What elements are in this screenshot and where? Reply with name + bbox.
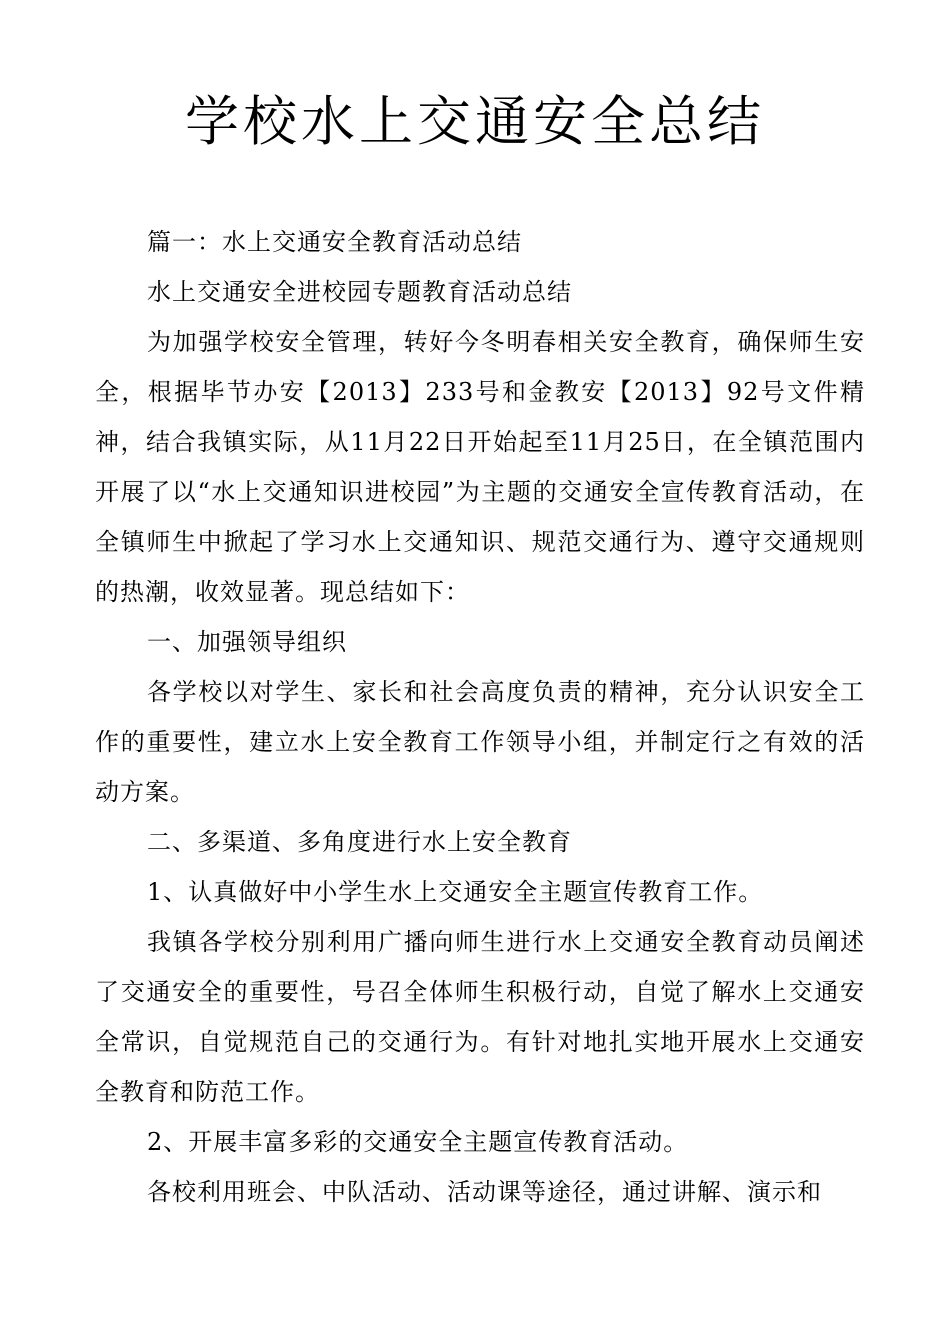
section-heading: 篇一：水上交通安全教育活动总结 — [147, 228, 522, 256]
document-title: 学校水上交通安全总结 — [185, 90, 765, 153]
paragraph: 为加强学校安全管理，转好今冬明春相关安全教育，确保师生安全，根据毕节办安【2013】233号和金教安【2013】92号文件精神，结合我镇实际，从11月22日开始起至11月25日，在全镇范围内开展了以“水上交通知识进校园”为主题的交通安全宣传教育活动，在全镇师生中掀起了学习水上交通知识、规范交通行为、遵守交通规则的热潮，收效显著。现总结如下： — [95, 328, 865, 606]
subtitle: 水上交通安全进校园专题教育活动总结 — [147, 278, 572, 306]
paragraph: 我镇各学校分别利用广播向师生进行水上交通安全教育动员阐述了交通安全的重要性，号召全体师生积极行动，自觉了解水上交通安全常识，自觉规范自己的交通行为。有针对地扎实地开展水上交通安全教育和防范工作。 — [95, 928, 865, 1106]
list-item: 2、开展丰富多彩的交通安全主题宣传教育活动。 — [147, 1128, 689, 1156]
paragraph: 各校利用班会、中队活动、活动课等途径，通过讲解、演示和 — [147, 1178, 822, 1206]
heading-leadership: 一、加强领导组织 — [147, 628, 347, 656]
heading-education: 二、多渠道、多角度进行水上安全教育 — [147, 828, 572, 856]
list-item: 1、认真做好中小学生水上交通安全主题宣传教育工作。 — [147, 878, 764, 906]
document-body — [95, 217, 865, 1217]
paragraph: 各学校以对学生、家长和社会高度负责的精神，充分认识安全工作的重要性，建立水上安全教育工作领导小组，并制定行之有效的活动方案。 — [95, 678, 865, 806]
